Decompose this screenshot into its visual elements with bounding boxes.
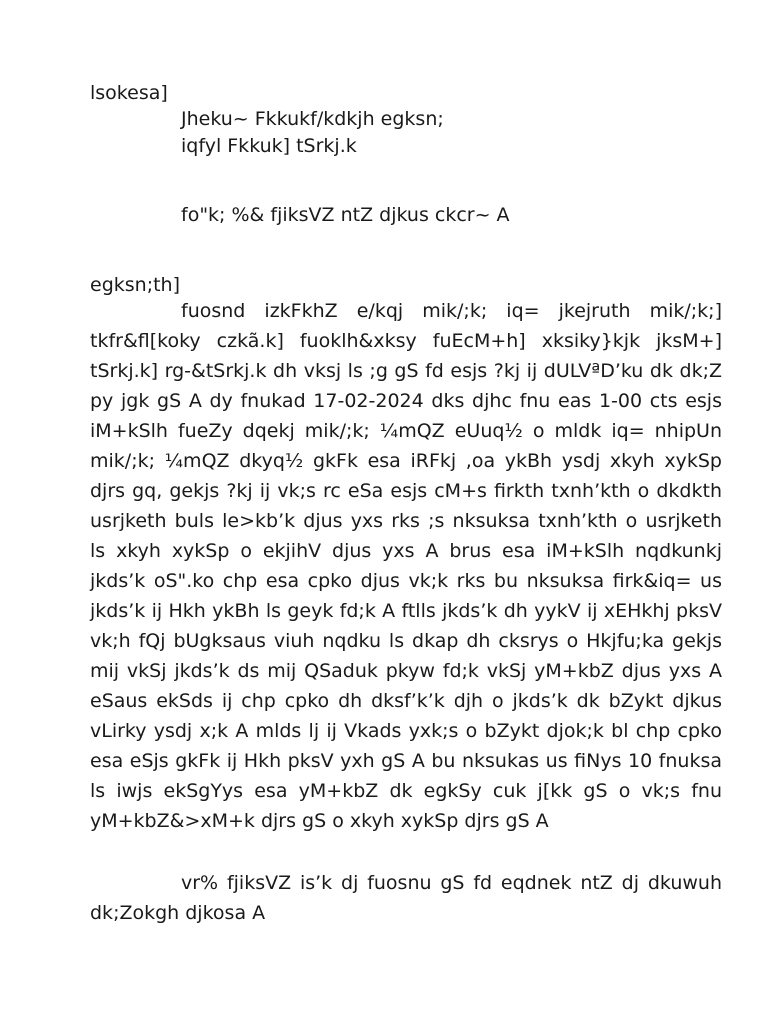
body-paragraph-request: vr% fjiksVZ is’k dj fuosnu gS fd eqdnek ntZ dj dkuwuh dk;Zokgh djkosa A [90, 872, 722, 924]
salutation: egksn;th] [90, 274, 180, 296]
subject-line: fo"k; %& fjiksVZ ntZ djkus ckcr~ A [181, 204, 510, 226]
recipient-location: iqfyl Fkkuk] tSrkj.k [181, 135, 357, 157]
body-paragraph-main: fuosnd izkFkhZ e/kqj mik/;k; iq= jkejruth mik/;k;] tkfr&fl[koky czkã.k] fuoklh&xksy fuEcM+h] xksiky}kjk jksM+] tSrkj.k] rg-&tSrkj.k dh vksj ls ;g gS fd esjs ?kj ij dULVªD’ku dk dk;Z py jgk gS A dy fnukad 17-02-2024 dks djhc fnu eas 1-00 cts esjs iM+kSlh fueZy dqekj mik/;k; ¼mQZ eUuq½ o mldk iq= nhipUn mik/;k; ¼mQZ dkyq½ gkFk esa iRFkj ,oa ykBh ysdj xkyh xykSp djrs gq, gekjs ?kj ij vk;s rc eSa esjs cM+s firkth txnh’kth o dkdkth usrjketh buls le>kb’k djus yxs rks ;s nksuksa txnh’kth o usrjketh ls xkyh xykSp o ekjihV djus yxs A brus esa iM+kSlh nqdkunkj jkds’k oS".ko chp esa cpko djus vk;k rks bu nksuksa firk&iq= us jkds’k ij Hkh ykBh ls geyk fd;k A ftlls jkds’k dh yykV ij xEHkhj pksV vk;h fQj bUgksaus viuh nqdku ls dkap dh cksrys o Hkjfu;ka gekjs mij vkSj jkds’k ds mij QSaduk pkyw fd;k vkSj yM+kbZ djus yxs A eSaus ekSds ij chp cpko dh dksf’k’k djh o jkds’k dk bZykt djkus vLirky ysdj x;k A mlds lj ij Vkads yxk;s o bZykt djok;k bl chp cpko esa eSjs gkFk ij Hkh pksV yxh gS A bu nksukas us fiNys 10 fnuksa ls iwjs ekSgYys esa yM+kbZ dk egkSy cuk j[kk gS o vk;s fnu yM+kbZ&>xM+k djrs gS o xkyh xykSp djrs gS A [90, 300, 722, 832]
recipient-title: Jheku~ Fkkukf/kdkjh egksn; [181, 108, 444, 130]
recipient-label: lsokesa] [90, 82, 168, 104]
